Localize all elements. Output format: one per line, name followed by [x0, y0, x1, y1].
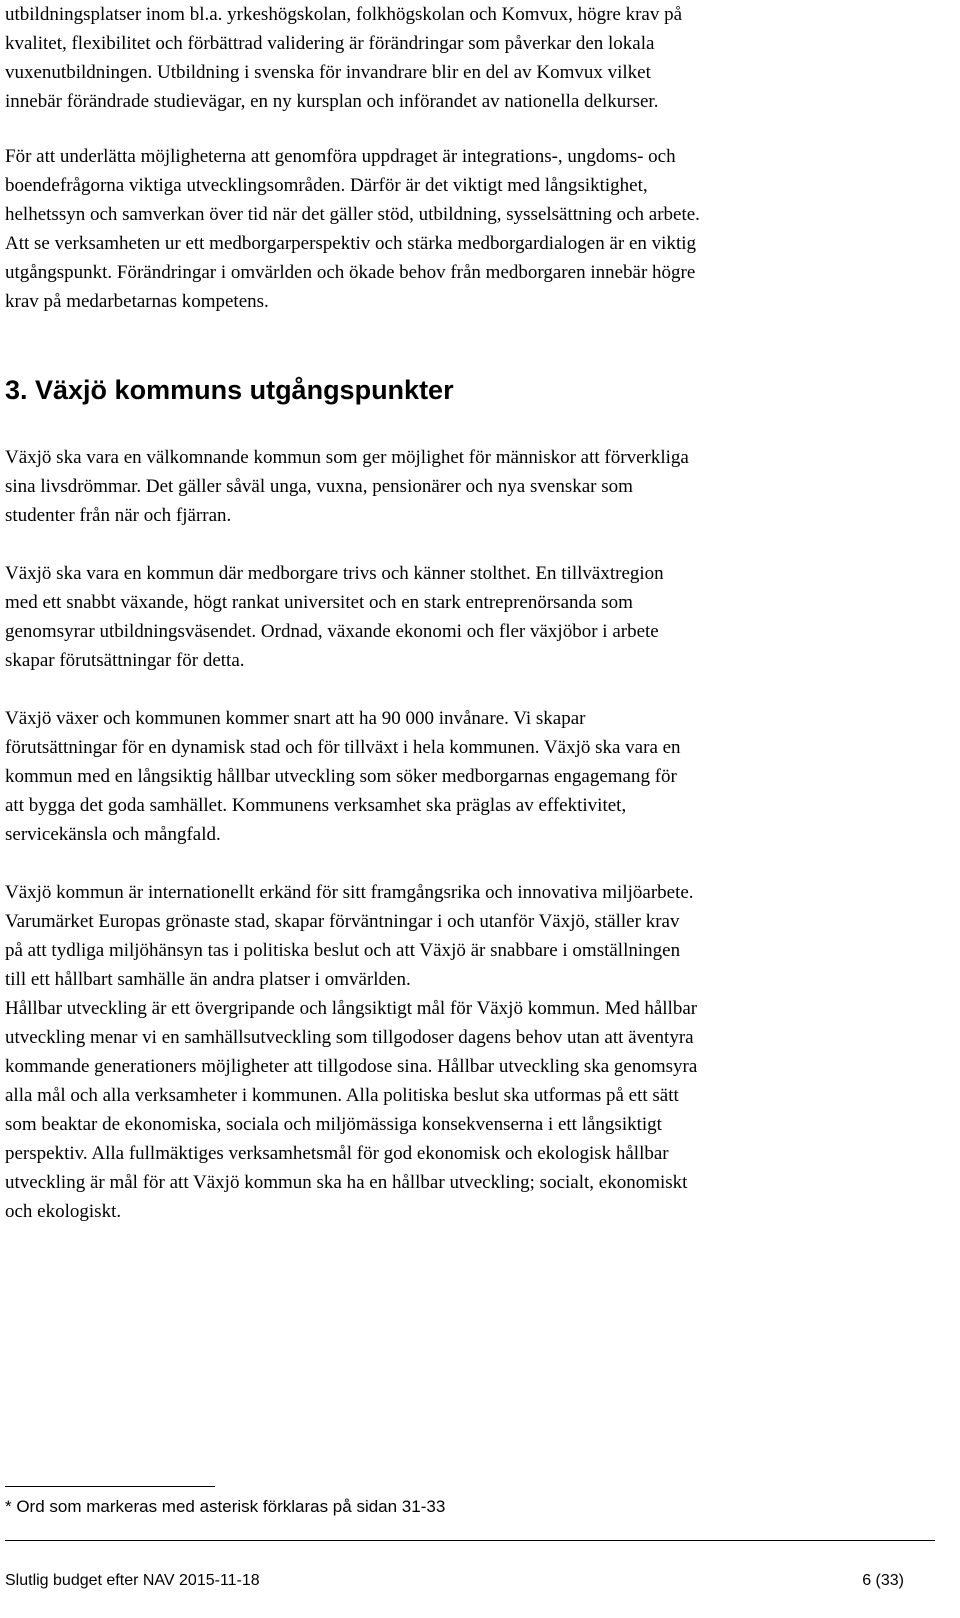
- footnote-divider: [5, 1486, 215, 1487]
- footer-divider: [5, 1540, 935, 1541]
- text-line: studenter från när och fjärran.: [5, 505, 232, 526]
- text-line: servicekänsla och mångfald.: [5, 824, 221, 845]
- text-line: krav på medarbetarnas kompetens.: [5, 291, 269, 312]
- text-line: Växjö kommun är internationellt erkänd för sitt framgångsrika och innovativa miljöarbete.: [5, 882, 694, 903]
- text-line: boendefrågorna viktiga utvecklingsområden. Därför är det viktigt med långsiktighet,: [5, 175, 648, 196]
- text-line: förutsättningar för en dynamisk stad och för tillväxt i hela kommunen. Växjö ska vara en: [5, 737, 681, 758]
- text-line: kommande generationers möjligheter att tillgodose sina. Hållbar utveckling ska genomsyra: [5, 1056, 698, 1077]
- footnote: * Ord som markeras med asterisk förklaras på sidan 31-33: [5, 1497, 446, 1516]
- text-line: utgångspunkt. Förändringar i omvärlden och ökade behov från medborgaren innebär högre: [5, 262, 696, 283]
- text-line: kvalitet, flexibilitet och förbättrad validering är förändringar som påverkar den lokala: [5, 33, 655, 54]
- text-line: innebär förändrade studievägar, en ny kursplan och införandet av nationella delkurser.: [5, 91, 659, 112]
- paragraph-sustainability: [5, 994, 940, 1226]
- text-line: vuxenutbildningen. Utbildning i svenska för invandrare blir en del av Komvux vilket: [5, 62, 651, 83]
- paragraph-environment: [5, 878, 940, 994]
- footer-document-title: Slutlig budget efter NAV 2015-11-18: [5, 1572, 260, 1589]
- text-line: och ekologiskt.: [5, 1201, 122, 1222]
- paragraph-growth: [5, 704, 940, 849]
- text-line: Växjö växer och kommunen kommer snart att ha 90 000 invånare. Vi skapar: [5, 708, 586, 729]
- paragraph-welcoming: [5, 443, 940, 530]
- text-line: till ett hållbart samhälle än andra platser i omvärlden.: [5, 969, 411, 990]
- text-line: Växjö ska vara en kommun där medborgare trivs och känner stolthet. En tillväxtregion: [5, 563, 664, 584]
- text-line: utbildningsplatser inom bl.a. yrkeshögskolan, folkhögskolan och Komvux, högre krav på: [5, 4, 683, 25]
- text-line: Växjö ska vara en välkomnande kommun som ger möjlighet för människor att förverkliga: [5, 447, 689, 468]
- paragraph-integration: [5, 142, 940, 316]
- text-line: med ett snabbt växande, högt rankat universitet och en stark entreprenörsanda som: [5, 592, 633, 613]
- text-line: genomsyrar utbildningsväsendet. Ordnad, växande ekonomi och fler växjöbor i arbete: [5, 621, 659, 642]
- paragraph-pride: [5, 559, 940, 675]
- footer-page-number: 6 (33): [862, 1572, 904, 1589]
- text-line: helhetssyn och samverkan över tid när det gäller stöd, utbildning, sysselsättning och arbete.: [5, 204, 700, 225]
- text-line: sina livsdrömmar. Det gäller såväl unga, vuxna, pensionärer och nya svenskar som: [5, 476, 633, 497]
- text-line: Hållbar utveckling är ett övergripande och långsiktigt mål för Växjö kommun. Med hållbar: [5, 998, 698, 1019]
- text-line: utveckling är mål för att Växjö kommun ska ha en hållbar utveckling; socialt, ekonomiskt: [5, 1172, 688, 1193]
- text-line: perspektiv. Alla fullmäktiges verksamhetsmål för god ekonomisk och ekologisk hållbar: [5, 1143, 669, 1164]
- paragraph-education: [5, 0, 940, 116]
- text-line: Varumärket Europas grönaste stad, skapar förväntningar i och utanför Växjö, ställer krav: [5, 911, 680, 932]
- text-line: utveckling menar vi en samhällsutveckling som tillgodoser dagens behov utan att äventyra: [5, 1027, 694, 1048]
- text-line: som beaktar de ekonomiska, sociala och miljömässiga konsekvenserna i ett långsiktigt: [5, 1114, 662, 1135]
- text-line: För att underlätta möjligheterna att genomföra uppdraget är integrations-, ungdoms- och: [5, 146, 676, 167]
- section-heading: 3. Växjö kommuns utgångspunkter: [5, 375, 454, 405]
- text-line: att bygga det goda samhället. Kommunens verksamhet ska präglas av effektivitet,: [5, 795, 627, 816]
- text-line: alla mål och alla verksamheter i kommunen. Alla politiska beslut ska utformas på ett sätt: [5, 1085, 679, 1106]
- text-line: kommun med en långsiktig hållbar utveckling som söker medborgarnas engagemang för: [5, 766, 677, 787]
- text-line: skapar förutsättningar för detta.: [5, 650, 245, 671]
- text-line: Att se verksamheten ur ett medborgarperspektiv och stärka medborgardialogen är en viktig: [5, 233, 696, 254]
- text-line: på att tydliga miljöhänsyn tas i politiska beslut och att Växjö är snabbare i omställningen: [5, 940, 681, 961]
